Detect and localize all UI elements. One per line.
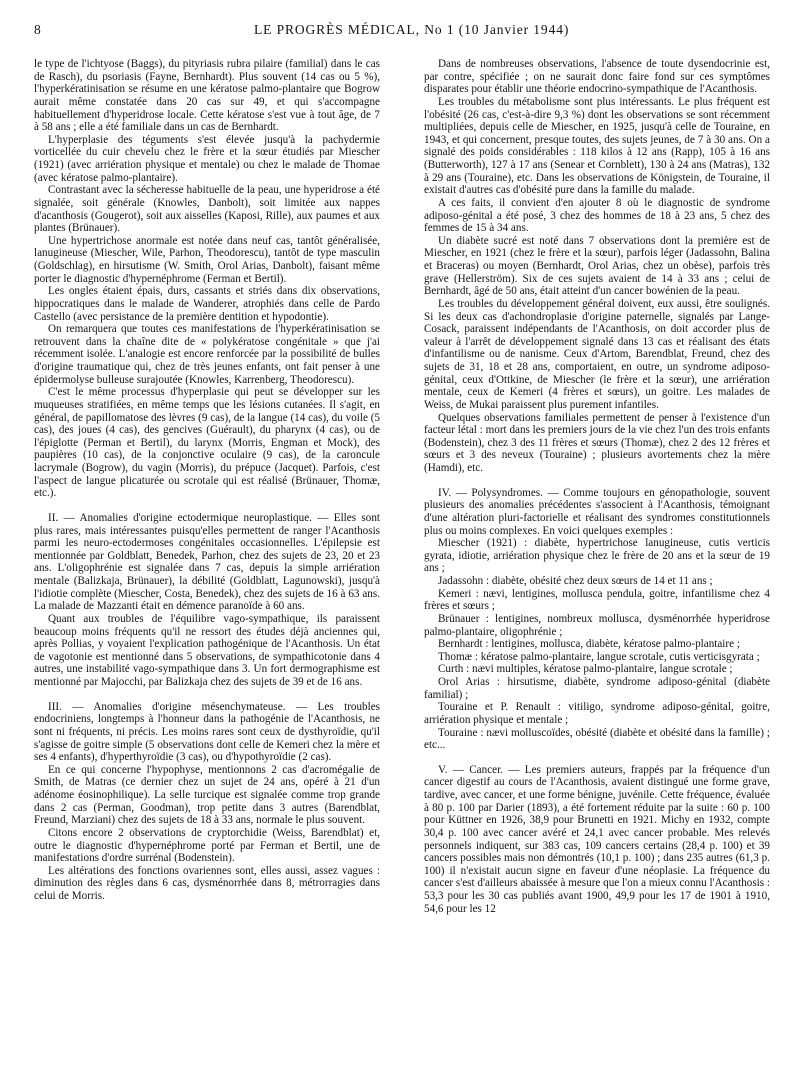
list-item: Kemeri : nævi, lentigines, mollusca pendula, goitre, infantilisme chez 4 frères et sœurs ; [424, 587, 770, 613]
section-heading-paragraph: III. — Anomalies d'origine mésenchymateuse. — Les troubles endocriniens, longtemps à l'honneur dans la pathogénie de l'Acanthosis, ne sont ni fréquents, ni précis. Les moins rares sont ceux de dysthyroïdie, qu'il s'agisse de goitre simple (5 observations dont celle de Kemeri chez la mère et ses 4 enfants), d'hyperthyroïdie (3 cas), ou d'hypothyroïdie (2 cas). [34, 700, 380, 764]
list-item: Orol Arias : hirsutisme, diabète, syndrome adiposo-génital (diabète familial) ; [424, 676, 770, 701]
paragraph: Les troubles du développement général doivent, eux aussi, être soulignés. Si les deux cas d'achondroplasie d'origine paternelle, signalés par Lange-Cosack, paraissent indépendants de l'Acanthosis, on doit accorder plus de valeur à l'arrêt de développement signalé dans 13 cas et réalisant des états d'infantilisme ou de nanisme. Ceux d'Artom, Barendblat, Freund, chez des sujets de 31, 18 et 28 ans, comportaient, en outre, un syndrome adiposo-génital, ceux d'Ottkine, de Miescher (le frère et la sœur), une arriération mentale, ceux de Kemeri (4 frères et sœurs), un goitre. Les malades de Weiss, de Mukai paraissent plus purement infantiles. [424, 297, 770, 411]
paragraph: Les troubles du métabolisme sont plus intéressants. Le plus fréquent est l'obésité (26 cas, c'est-à-dire 9,3 %) dont les observations se sont récemment multipliées, depuis celle de Miescher, en 1925, jusqu'à celle de Touraine, en 1943, et qui concernent, presque toutes, des sujets jeunes, de 7 à 30 ans. On a signalé des poids considérables : 118 kilos à 12 ans (Rapp), 105 à 16 ans (Butterworth), 127 à 17 ans (Senear et Cornblett), 130 à 24 ans (Matras), 132 à 29 ans (Touraine), etc. Dans les observations de Königstein, de Touraine, il existait d'autres cas d'obésité pure dans la famille du malade. [424, 95, 770, 197]
paragraph: On remarquera que toutes ces manifestations de l'hyperkératinisation se retrouvent dans la chaîne dite de « polykératose congénitale » que j'ai récemment isolée. L'analogie est encore renforcée par la possibilité de bulles d'origine traumatique qui, chez de très jeunes enfants, ont fait penser à une épidermolyse bulleuse surajoutée (Knowles, Karrenberg, Theodorescu). [34, 323, 380, 386]
paragraph: Un diabète sucré est noté dans 7 observations dont la première est de Miescher, en 1921 (chez le frère et la sœur), parfois léger (Jadassohn, Balina et Braceras) ou moyen (Bernhardt, Orol Arias, chez un obèse), parfois très grave (Hellerström). Six de ces sujets avaient de 14 à 33 ans ; celui de Bernhardt, âgé de 50 ans, était atteint d'un cancer bowénien de la peau. [424, 234, 770, 298]
paragraph: Quelques observations familiales permettent de penser à l'existence d'un facteur létal : mort dans les premiers jours de la vie chez l'un des trois enfants (Bodenstein), chez 3 des 11 frères et sœurs (Thomæ), chez 2 des 12 frères et sœurs et 3 des neveux (Touraine) ; plusieurs avortements chez la mère (Hamdi), etc. [424, 411, 770, 474]
paragraph: Les ongles étaient épais, durs, cassants et striés dans dix observations, hippocratiques dans le malade de Wanderer, atrophiés dans celle de Pardo Castello (avec persistance de la première dentition et hypodontie). [34, 285, 380, 323]
list-item: Jadassohn : diabète, obésité chez deux sœurs de 14 et 11 ans ; [438, 575, 713, 587]
section-heading-paragraph: IV. — Polysyndromes. — Comme toujours en génopathologie, souvent plusieurs des anomalies précédentes s'associent à l'Acanthosis, témoignant d'une altération pluri-factorielle et réalisant des syndromes constitutionnels plus ou moins complexes. En voici quelques exemples : [424, 486, 770, 537]
paragraph: Quant aux troubles de l'équilibre vago-sympathique, ils paraissent beaucoup moins fréquents qu'il ne ressort des études déjà anciennes qui, après Pollias, y voyaient l'explication pathogénique de l'Acanthosis. Un état de vagotonie est mentionné dans 5 observations, de sympathicotonie dans 4 autres, une instabilité vago-sympathique dans 3. Un fort dermographisme est mentionné par Majocchi, par Balizkaja chez des sujets de 39 et de 16 ans. [34, 612, 380, 688]
section-heading-paragraph: II. — Anomalies d'origine ectodermique neuroplastique. — Elles sont plus rares, mais intéressantes puisqu'elles permettent de ranger l'Acanthosis parmi les neuro-ectodermoses congénitales occasionnelles. L'épilepsie est mentionnée par Goldblatt, Benedek, Parhon, chez des sujets de 23, 20 et 23 ans. L'oligophrénie est signalée dans 7 cas, depuis la simple arriération mentale (Balizkaja, Brünauer), la débilité (Goldblatt, Lagunowski), jusqu'à l'idiotie complète (Miescher, Costa, Benedek), chez des sujets de 16 à 63 ans. La malade de Mazzanti était en démence paranoïde à 60 ans. [34, 511, 380, 613]
running-title: LE PROGRÈS MÉDICAL, No 1 (10 Janvier 1944) [254, 22, 570, 37]
page-header [34, 22, 768, 42]
paragraph: L'hyperplasie des téguments s'est élevée jusqu'à la pachydermie vorticellée du cuir chevelu chez le frère et la sœur étudiés par Miescher (1921) (avec arriération physique et mentale) ou chez le malade de Thomae (avec kératose palmo-plantaire). [34, 133, 380, 184]
section-heading-paragraph: V. — Cancer. — Les premiers auteurs, frappés par la fréquence d'un cancer digestif au cours de l'Acanthosis, avaient distingué une forme grave, tardive, avec cancer, et une forme bénigne, juvénile. Cette fréquence, évaluée à 80 p. 100 par Darier (1893), a été fortement réduite par la suite : 60 p. 100 pour Küttner en 1926, 38,9 pour Brunetti en 1921. Michy en 1932, compte 30,4 p. 100 avec cancer avéré et 24,1 avec cancer probable. Mes relevés personnels indiquent, sur 383 cas, 109 cancers certains (28,4 p. 100) et 39 cancers possibles mais non démontrés (10,1 p. 100) ; dans 235 autres (61,3 p. 100) il n'existait aucun signe en faveur d'une néoplasie. La fréquence du cancer s'est d'ailleurs abaissée à mesure que l'on a mieux connu l'Acanthosis : 53,3 pour les 30 cas publiés avant 1900, 49,9 pour les 17 de 1901 à 1910, 54,6 pour les 12 [424, 763, 770, 915]
right-column [424, 58, 770, 915]
paragraph: C'est le même processus d'hyperplasie qui peut se développer sur les muqueuses stratifiées, en même temps que les lésions cutanées. Il s'agit, en général, de papillomatose des lèvres (9 cas), de la langue (14 cas), du voile (5 cas), des joues (4 cas), des gencives (Guérault), du pharynx (4 cas), ou de l'épiglotte (Perman et Bertil), du larynx (Morris, Engman et Mock), des paupières (10 cas), de la conjonctive oculaire (9 cas), de la caroncule lacrymale (Bogrow), du vagin (Morris), du prépuce (Jacquet). Parfois, c'est l'aspect de langue plicaturée ou scrotale qui est réalisé (Brünauer, Thomæ, etc.). [34, 386, 380, 500]
paragraph: Les altérations des fonctions ovariennes sont, elles aussi, assez vagues : diminution des règles dans 6 cas, dysménorrhée dans 8, métrorragies dans celui de Morris. [34, 864, 380, 902]
list-item: Brünauer : lentigines, nombreux mollusca, dysménorrhée hyperidrose palmo-plantaire, oligophrénie ; [424, 612, 770, 638]
paragraph: En ce qui concerne l'hypophyse, mentionnons 2 cas d'acromégalie de Smith, de Matras (ce dernier chez un sujet de 24 ans, opéré à 21 d'un adénome éosinophilique). La selle turcique est signalée comme trop grande dans 2 cas (Perman, Goodman), trop petite dans 3 autres (Barendblat, Freund, Marziani) chez des sujets de 18 à 33 ans, normale le plus souvent. [34, 763, 380, 827]
list-item: Thomæ : kératose palmo-plantaire, langue scrotale, cutis verticisgyrata ; [438, 650, 760, 663]
list-item: Touraine : nævi molluscoïdes, obésité (diabète et obésité dans la famille) ; etc... [424, 726, 770, 752]
left-column [34, 58, 380, 903]
paragraph: Dans de nombreuses observations, l'absence de toute dysendocrinie est, par contre, spécifiée ; on ne saurait donc faire fond sur ces symptômes disparates pour établir une théorie endocrino-sympathique de l'Acanthosis. [424, 58, 770, 96]
list-item: Bernhardt : lentigines, mollusca, diabète, kératose palmo-plantaire ; [438, 638, 740, 651]
list-item: Miescher (1921) : diabète, hypertrichose lanugineuse, cutis verticis gyrata, idiotie, arriération physique chez le frère de 20 ans et la sœur de 19 ans ; [424, 537, 770, 575]
list-item: Touraine et P. Renault : vitiligo, syndrome adiposo-génital, goitre, arriération physique et mentale ; [424, 701, 770, 726]
paragraph: Contrastant avec la sécheresse habituelle de la peau, une hyperidrose a été signalée, soit générale (Knowles, Danbolt), soit limitée aux nappes d'acanthosis (Gougerot), soit aux aisselles (Kaposi, Rille), aux paumes et aux plantes (Brünauer). [34, 184, 380, 235]
page-number: 8 [34, 22, 42, 37]
list-item: Curth : nævi multiples, kératose palmo-plantaire, langue scrotale ; [438, 663, 733, 676]
paragraph: Une hypertrichose anormale est notée dans neuf cas, tantôt généralisée, lanugineuse (Miescher, Wile, Parhon, Theodorescu), tantôt de type masculin (Goldschlag), en hirsutisme (W. Smith, Orol Arias, Danbolt), faisant même porter le diagnostic d'hypernéphrome (Ferman et Bertil). [34, 234, 380, 285]
paragraph: le type de l'ichtyose (Baggs), du pityriasis rubra pilaire (familial) dans le cas de Rasch), du psoriasis (Fayne, Bernhardt). Plus souvent (14 cas ou 5 %), l'hyperkératinisation se résume en une kératose palmo-plantaire que Bogrow aurait même constatée dans 20 cas sur 49, et qui s'accompagne habituellement d'hyperidrose locale. Cette kératose s'est vue à tout âge, de 7 à 58 ans ; elle a été familiale dans un cas de Bernhardt. [34, 58, 380, 134]
paragraph: A ces faits, il convient d'en ajouter 8 où le diagnostic de syndrome adiposo-génital a été posé, 3 chez des hommes de 18 à 23 ans, 5 chez des femmes de 15 à 34 ans. [424, 196, 770, 235]
paragraph: Citons encore 2 observations de cryptorchidie (Weiss, Barendblat) et, outre le diagnostic d'hypernéphrome porté par Ferman et Bertil, une de manifestations d'ordre surrénal (Bodenstein). [34, 826, 380, 865]
